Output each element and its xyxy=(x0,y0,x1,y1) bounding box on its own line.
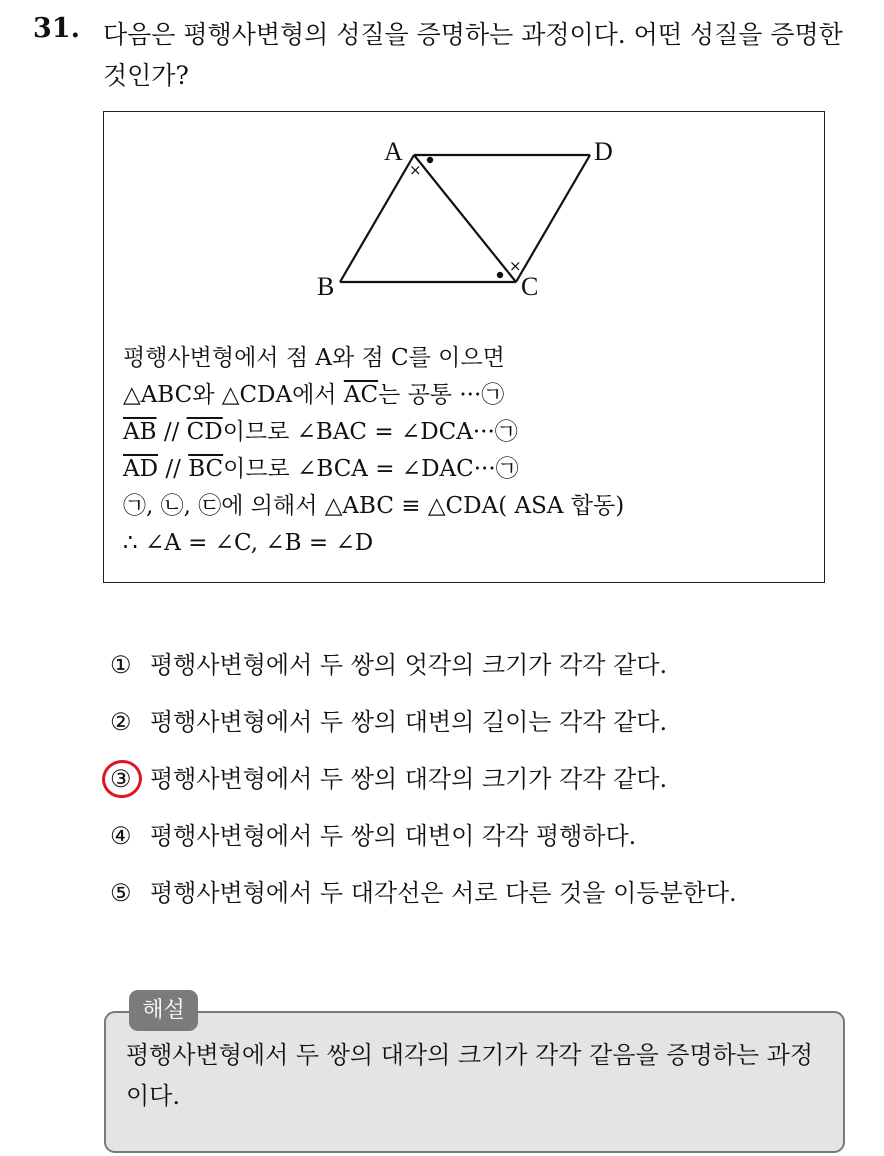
vertex-label-a: A xyxy=(384,137,403,166)
choice-1[interactable] xyxy=(110,645,737,702)
segment-ad: $\overline{AD}$ xyxy=(123,456,159,482)
choice-number: ② xyxy=(110,708,132,736)
parallelogram-figure xyxy=(104,112,824,322)
choice-text: 평행사변형에서 두 쌍의 엇각의 크기가 각각 같다. xyxy=(150,651,668,679)
answer-choices xyxy=(110,645,737,930)
choice-2[interactable] xyxy=(110,702,737,759)
question-number: 31. xyxy=(33,13,80,44)
proof-line-3: $\overline{AB} // \overline{CD}$이므로 ∠BAC = ∠DCA···㉠ xyxy=(123,419,518,445)
question-text: 다음은 평행사변형의 성질을 증명하는 과정이다. 어떤 성질을 증명한 것인가? xyxy=(103,20,843,90)
dot-mark-a xyxy=(427,157,433,163)
edge-ab xyxy=(340,155,414,282)
choice-text: 평행사변형에서 두 대각선은 서로 다른 것을 이등분한다. xyxy=(150,879,737,907)
segment-ab: $\overline{AB}$ xyxy=(123,419,157,445)
proof-line-5: ㉠, ㉡, ㉢에 의해서 △ABC ≡ △CDA( ASA 합동) xyxy=(123,493,625,519)
diagonal-ac xyxy=(414,155,516,282)
proof-box xyxy=(103,111,825,583)
choice-number: ⑤ xyxy=(110,879,132,907)
choice-number: ④ xyxy=(110,822,132,850)
cross-mark-c: × xyxy=(509,257,522,275)
vertex-label-c: C xyxy=(521,272,539,301)
choice-text: 평행사변형에서 두 쌍의 대각의 크기가 각각 같다. xyxy=(150,765,668,793)
choice-3[interactable] xyxy=(110,759,737,816)
choice-number: ① xyxy=(110,651,132,679)
proof-lines xyxy=(123,340,624,562)
proof-line-4: $\overline{AD} // \overline{BC}$이므로 ∠BCA = ∠DAC···㉠ xyxy=(123,456,519,482)
choice-text: 평행사변형에서 두 쌍의 대변이 각각 평행하다. xyxy=(150,822,637,850)
cross-mark-a: × xyxy=(409,161,422,179)
choice-4[interactable] xyxy=(110,816,737,873)
proof-line-2: △ABC와 △CDA에서 $\overline{AC}$는 공통 ···㉠ xyxy=(123,382,505,408)
dot-mark-c xyxy=(497,272,503,278)
proof-line-6: ∴ ∠A = ∠C, ∠B = ∠D xyxy=(123,530,374,556)
solution-text: 평행사변형에서 두 쌍의 대각의 크기가 각각 같음을 증명하는 과정이다. xyxy=(126,1041,813,1110)
solution-box xyxy=(104,1011,845,1153)
edge-dc xyxy=(516,155,590,282)
vertex-label-d: D xyxy=(594,137,613,166)
choice-5[interactable] xyxy=(110,873,737,930)
segment-ac: $\overline{AC}$ xyxy=(343,382,379,408)
choice-text: 평행사변형에서 두 쌍의 대변의 길이는 각각 같다. xyxy=(150,708,668,736)
solution-tag: 해설 xyxy=(129,990,198,1031)
segment-cd: $\overline{CD}$ xyxy=(186,419,223,445)
segment-bc: $\overline{BC}$ xyxy=(188,456,224,482)
proof-line-1: 평행사변형에서 점 A와 점 C를 이으면 xyxy=(123,345,505,371)
vertex-label-b: B xyxy=(317,272,335,301)
choice-number: ③ xyxy=(110,765,132,793)
